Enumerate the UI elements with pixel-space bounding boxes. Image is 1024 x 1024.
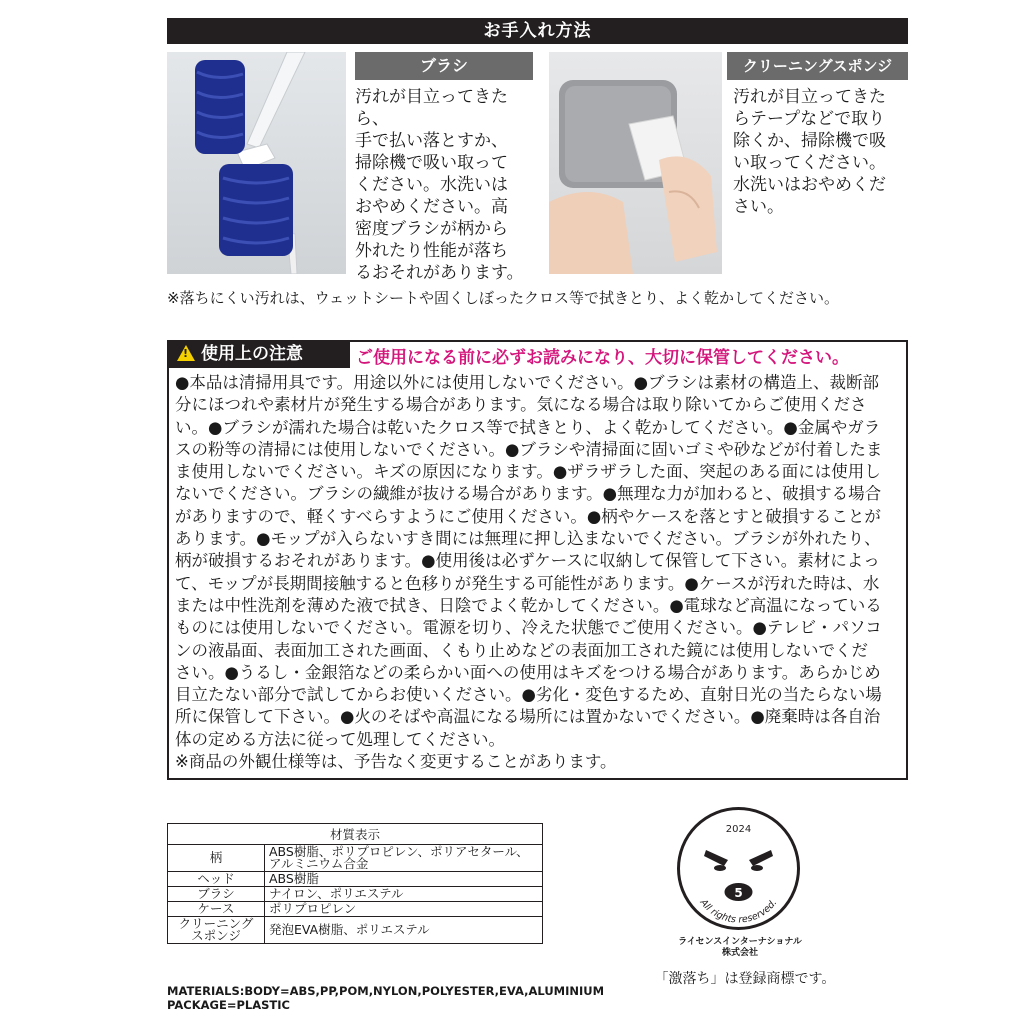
materials-table [167,823,543,944]
material-value: ABS樹脂 [265,872,543,887]
care-section-title: お手入れ方法 [167,18,908,44]
logo-year: 2024 [725,824,752,835]
brush-photo [167,52,346,274]
material-part: クリーニング スポンジ [168,917,265,944]
company-name [660,937,820,959]
material-part: 柄 [168,845,265,872]
logo-number: 5 [734,886,743,900]
sponge-illustration [549,52,722,274]
materials-english [167,984,627,1012]
gekiochi-logo [676,806,801,931]
brush-label: ブラシ [355,52,533,80]
material-value: ポリプロピレン [265,902,543,917]
material-part: ケース [168,902,265,917]
brush-care-text: 汚れが目立ってきたら、 手で払い落とすか、 掃除機で吸い取って ください。水洗いは おやめください。高 密度ブラシが柄から 外れたり性能が落ち るおそれがあります。 [355,87,524,283]
material-value: ナイロン、ポリエステル [265,887,543,902]
sponge-photo [549,52,722,274]
care-note: ※落ちにくい汚れは、ウェットシートや固くしぼったクロス等で拭きとり、よく乾かしてください。 [167,289,839,307]
table-row [168,872,543,887]
trademark-notice: 「激落ち」は登録商標です。 [654,971,836,987]
company-name-line: ライセンスインターナショナル [678,937,802,947]
material-part: ヘッド [168,872,265,887]
caution-body: ●本品は清掃用具です。用途以外には使用しないでください。●ブラシは素材の構造上、裁断部 分にほつれや素材片が発生する場合があります。気になる場合は取り除いてからご使用くださ い。●ブラシが濡れた場合は乾いたクロス等で拭きとり、よく乾かしてください。●金属やガラ スの粉等の清掃には使用しないでください。●ブラシや清掃面に固いゴミや砂などが付着したま ま使用しないでください。キズの原因になります。●ザラザラした面、突起のある面には使用し ないでください。ブラシの繊維が抜ける場合があります。●無理な力が加わると、破損する場合 がありますので、軽くすべらすようにご使用ください。●柄やケースを落とすと破損することが あります。●モップが入らないすき間には無理に押し込まないでください。ブラシが外れたり、 柄が破損するおそれがあります。●使用後は必ずケースに収納して保管して下さい。素材によっ て、モップが長期間接触すると色移りが発生する可能性があります。●ケースが汚れた時は、水 または中性洗剤を薄めた液で拭き、日陰でよく乾かしてください。●電球など高温になっている ものには使用しないでください。電源を切り、冷えた状態でご使用ください。●テレビ・パソコ ンの液晶面、表面加工された画面、くもり止めなどの表面加工された鏡には使用しないでくだ さい。●うるし・金銀箔などの柔らかい面への使用はキズをつける場合があります。あらかじめ 目立たない部分で試してからお使いください。●劣化・変色するため、直射日光の当たらない場 所に保管して下さい。●火のそばや高温になる場所には置かないでください。●廃棄時は各自治 体の定める方法に従って処理してください。 ※商品の外観仕様等は、予告なく変更することがあります。 [175,373,883,772]
materials-title: 材質表示 [168,824,543,845]
logo-rights: All rights reserved. [697,897,780,926]
table-row [168,887,543,902]
caution-subtitle: ご使用になる前に必ずお読みになり、大切に保管してください。 [356,348,849,368]
sponge-label: クリーニングスポンジ [727,52,908,80]
caution-header [167,340,350,368]
table-row [168,845,543,872]
table-row [168,917,543,944]
brush-illustration [167,52,346,274]
package-english-line: PACKAGE=PLASTIC [167,998,290,1012]
material-part: ブラシ [168,887,265,902]
table-row [168,902,543,917]
material-value: 発泡EVA樹脂、ポリエステル [265,917,543,944]
warning-icon [177,345,195,361]
company-type-line: 株式会社 [721,948,758,958]
materials-english-line: MATERIALS:BODY=ABS,PP,POM,NYLON,POLYESTER,EVA,ALUMINIUM [167,984,605,998]
caution-title: 使用上の注意 [201,344,303,364]
sponge-care-text: 汚れが目立ってきた らテープなどで取り 除くか、掃除機で吸 い取ってください。 水洗いはおやめくだ さい。 [733,87,886,217]
material-value: ABS樹脂、ポリプロピレン、ポリアセタール、アルミニウム合金 [265,845,543,872]
